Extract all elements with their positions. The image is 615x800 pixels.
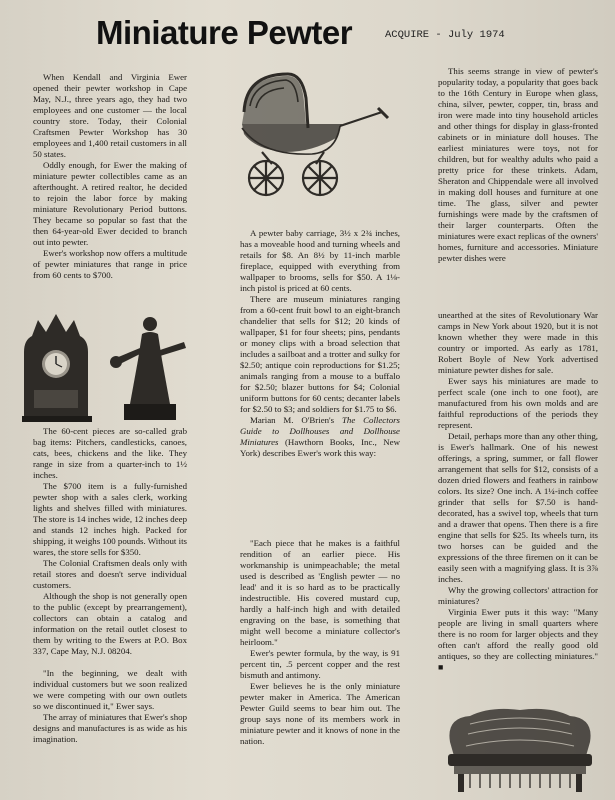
pewter-figure-image: [110, 317, 186, 420]
paragraph: There are museum miniatures ranging from a 60-cent fruit bowl to an eight-branch chandelier that sells for $12; 20 kinds of wallpaper, $1 for four sheets; pins, pendants or money clips with a broad selection that includes a sailboat and a trotter and sulky for $2.50; antique coin reproductions for $1.25; animals ranging from a mouse to a buffalo for $2.50; blazer buttons for $4; Colonial uniform buttons for 60 cents; decanter labels for $2.50 to $3; and soldiers for $1.75 to $6.: [240, 294, 400, 414]
paragraph: [438, 607, 598, 673]
paragraph: The array of miniatures that Ewer's shop designs and manufactures is as wide as his imagination.: [33, 712, 187, 744]
paragraph: Ewer believes he is the only miniature pewter maker in America. The American Pewter Guild seems to bear him out. The group says none of its members work in miniature pewter and it knows of none in the nation.: [240, 681, 400, 746]
paragraph: Why the growing collectors' attraction for miniatures?: [438, 585, 598, 606]
baby-carriage-photo: [232, 68, 392, 200]
paragraph: The $700 item is a fully-furnished pewter shop with a sales clerk, working lights and shelves filled with miniatures. The store is 14 inches wide, 12 inches deep and stands 12 inches high. Packed for shipping, it weighs 100 pounds. Without its wares, the store sells for $350.: [33, 481, 187, 557]
paragraph: Ewer says his miniatures are made to perfect scale (one inch to one foot), are manufactured from his own molds and are faithful reproductions of the periods they represent.: [438, 376, 598, 430]
paragraph: A pewter baby carriage, 3½ x 2¾ inches, has a moveable hood and turning wheels and retails for $8. An 8½ by 11-inch marble fireplace, equipped with everything from wallpaper to brooms, sells for $50. A 1⅛-inch pistol is priced at 60 cents.: [240, 228, 400, 293]
article-title: Miniature Pewter: [96, 14, 353, 51]
clock-and-weathervane-photo: [20, 312, 200, 424]
column-2-bottom: [240, 538, 400, 747]
paragraph: This seems strange in view of pewter's popularity today, a popularity that goes back to the 16th Century in Europe when glass, china, silver, pewter, copper, tin, brass and iron were made into tiny household articles and other things for display in glass-fronted cabinets or in miniature doll houses. The earliest miniatures were toys, not for children, but for wealthy adults who paid a pretty price for these trinkets. Adam, Sheraton and Chippendale were all involved in making doll houses and furniture at one time. The glass, silver and pewter furnishings were made by the craftsmen of their larger counterparts. Often the miniatures were exact replicas of the owners' homes, furniture and accessories. Miniature pewter dishes were: [438, 66, 598, 263]
book-tail: (Hawthorn Books, Inc., New York) describes Ewer's work this way:: [240, 437, 400, 458]
paragraph: When Kendall and Virginia Ewer opened their pewter workshop in Cape May, N.J., three years ago, they had two employees and one customer — the local country store. Today, their Colonial Craftsmen Pewter Workshop has 30 employees and 1,400 retail customers in all 50 states.: [33, 72, 187, 159]
paragraph: Although the shop is not generally open to the public (except by prearrangement), collectors can obtain a catalog and information on the retail outlet closest to them by writing to the Ewers at P.O. Box 337, Cape May, N.J. 08204.: [33, 591, 187, 656]
book-intro: Marian M. O'Brien's: [250, 415, 335, 425]
paragraph: "In the beginning, we dealt with individual customers but we soon realized we were competing with our own outlets so we discontinued it," Ewer says.: [33, 668, 187, 711]
column-2-top: [240, 228, 400, 459]
paragraph: The 60-cent pieces are so-called grab bag items: Pitchers, candlesticks, canoes, cats, bees, chickens and the like. They range in size from a quarter-inch to 1½ inches.: [33, 426, 187, 480]
quote-paragraph: "Each piece that he makes is a faithful rendition of an earlier piece. His workmanship is unimpeachable; the metal used is described as 'English pewter — no lead' and it is so hard as to be practically indestructible. His covered mustard cup, hardly a half-inch high and with detailed engraving on the base, is something that might well become a miniature collector's heirloom.": [240, 538, 400, 647]
column-3-top: [438, 66, 598, 264]
column-3-bottom: [438, 310, 598, 673]
paragraph: The Colonial Craftsmen deals only with retail stores and doesn't serve individual customers.: [33, 558, 187, 590]
paragraph: Detail, perhaps more than any other thing, is Ewer's hallmark. One of his newest offerings, a spring, summer, or fall flower arrangement that sells for $12, consists of a dozen dried flowers and feathers in rainbow colors. Its size? One inch. A 1¼-inch coffee grinder that sells for $7.50 is hand-decorated, has a swivel top, wheels that turn and a drawer that opens. Then there is a fire engine that sells for $25. Its wheels turn, its two horses can be guided and the expressions of the three firemen on it can be easily seen with a magnifying glass. It is 3⅞ inches.: [438, 431, 598, 584]
closing-quote: Virginia Ewer puts it this way: "Many people are living in small quarters where there is no room for larger objects and they often can't afford the really good old antiques, so they are collecting miniatures.": [438, 607, 598, 661]
column-1-top: [33, 72, 187, 281]
paragraph: unearthed at the sites of Revolutionary War camps in New York about 1920, but it is not known whether they were made in this country or imported. As early as 1781, Robert Boyle of New York advertised miniature pewter dishes for sale.: [438, 310, 598, 375]
issue-line: ACQUIRE - July 1974: [385, 29, 505, 41]
column-1-bottom: [33, 426, 187, 745]
paragraph: Oddly enough, for Ewer the making of miniature pewter collectibles came as an afterthought. A retired realtor, he decided to rejoin the labor force by making miniature Revolutionary Period buttons. They became so popular so fast that the then 64-year-old Ewer decided to branch out into pewter.: [33, 160, 187, 247]
settee-photo: [440, 702, 600, 796]
book-citation: [240, 415, 400, 459]
paragraph: Ewer's pewter formula, by the way, is 91 percent tin, .5 percent copper and the rest bismuth and antimony.: [240, 648, 400, 680]
paragraph: Ewer's workshop now offers a multitude of pewter miniatures that range in price from 60 cents to $700.: [33, 248, 187, 280]
mantel-clock-image: [22, 314, 92, 422]
book-title: The Collectors Guide to Dollhouses and Dollhouse Miniatures: [240, 415, 400, 447]
end-mark: ■: [438, 662, 444, 672]
